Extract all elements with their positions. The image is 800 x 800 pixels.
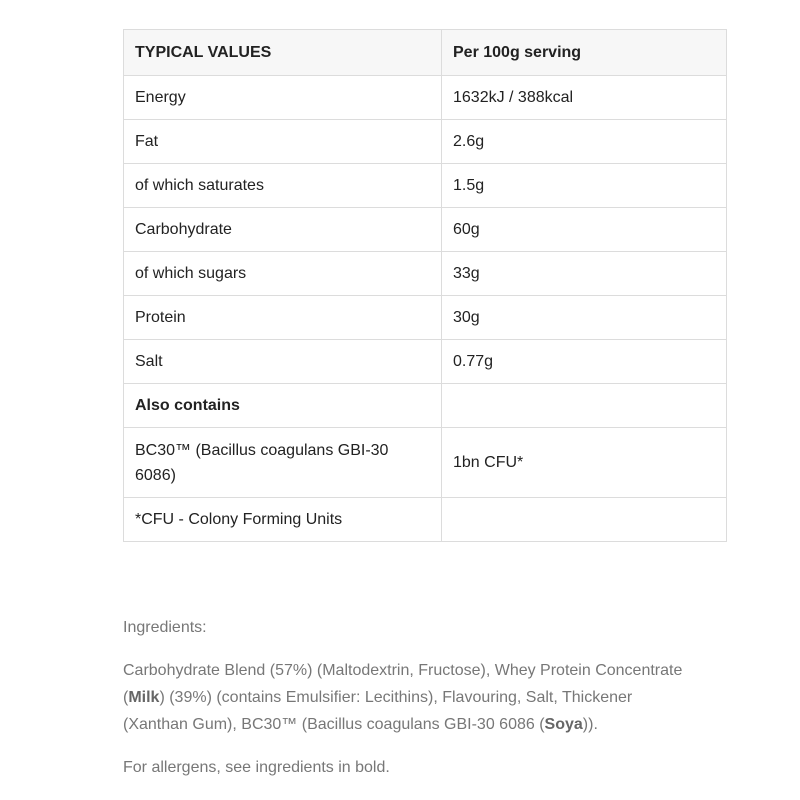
also-contains-value: [442, 384, 727, 428]
row-name-saturates: of which saturates: [124, 164, 442, 208]
table-row: [124, 208, 727, 252]
table-row: [124, 164, 727, 208]
table-row-also-contains: [124, 384, 727, 428]
cfu-footnote: *CFU - Colony Forming Units: [124, 498, 442, 542]
ingredients-text-part: )).: [582, 716, 598, 733]
table-row: [124, 296, 727, 340]
row-value-protein: 30g: [442, 296, 727, 340]
table-row-bc30: [124, 428, 727, 498]
table-row: [124, 76, 727, 120]
row-value-saturates: 1.5g: [442, 164, 727, 208]
row-name-protein: Protein: [124, 296, 442, 340]
table-row: [124, 120, 727, 164]
row-name-fat: Fat: [124, 120, 442, 164]
ingredients-section: [123, 614, 693, 781]
table-header-row: [124, 30, 727, 76]
table-row: [124, 340, 727, 384]
allergen-note: For allergens, see ingredients in bold.: [123, 759, 390, 776]
allergen-milk: Milk: [128, 689, 160, 706]
row-name-bc30: BC30™ (Bacillus coagulans GBI-30 6086): [124, 428, 442, 498]
row-value-sugars: 33g: [442, 252, 727, 296]
row-value-carbohydrate: 60g: [442, 208, 727, 252]
ingredients-heading: Ingredients:: [123, 619, 207, 636]
ingredients-text: [123, 657, 693, 738]
row-name-carbohydrate: Carbohydrate: [124, 208, 442, 252]
row-value-salt: 0.77g: [442, 340, 727, 384]
nutrition-table: [123, 29, 727, 542]
row-value-fat: 2.6g: [442, 120, 727, 164]
row-value-energy: 1632kJ / 388kcal: [442, 76, 727, 120]
table-row-footnote: [124, 498, 727, 542]
ingredients-text-part: ) (39%) (contains Emulsifier: Lecithins), Flavouring, Salt, Thickener (Xanthan Gum), BC30™ (Bacillus coagulans GBI-30 6086 (: [123, 689, 633, 733]
allergen-soya: Soya: [544, 716, 583, 733]
ingredients-text-part: Carbohydrate Blend (57%) (Maltodextrin, Fructose), Whey Protein Concentrate (: [123, 662, 683, 706]
row-name-salt: Salt: [124, 340, 442, 384]
row-value-bc30: 1bn CFU*: [442, 428, 727, 498]
cfu-footnote-value: [442, 498, 727, 542]
header-per-100g: Per 100g serving: [442, 30, 727, 76]
row-name-sugars: of which sugars: [124, 252, 442, 296]
row-name-energy: Energy: [124, 76, 442, 120]
header-typical-values: TYPICAL VALUES: [124, 30, 442, 76]
table-row: [124, 252, 727, 296]
also-contains-label: Also contains: [124, 384, 442, 428]
